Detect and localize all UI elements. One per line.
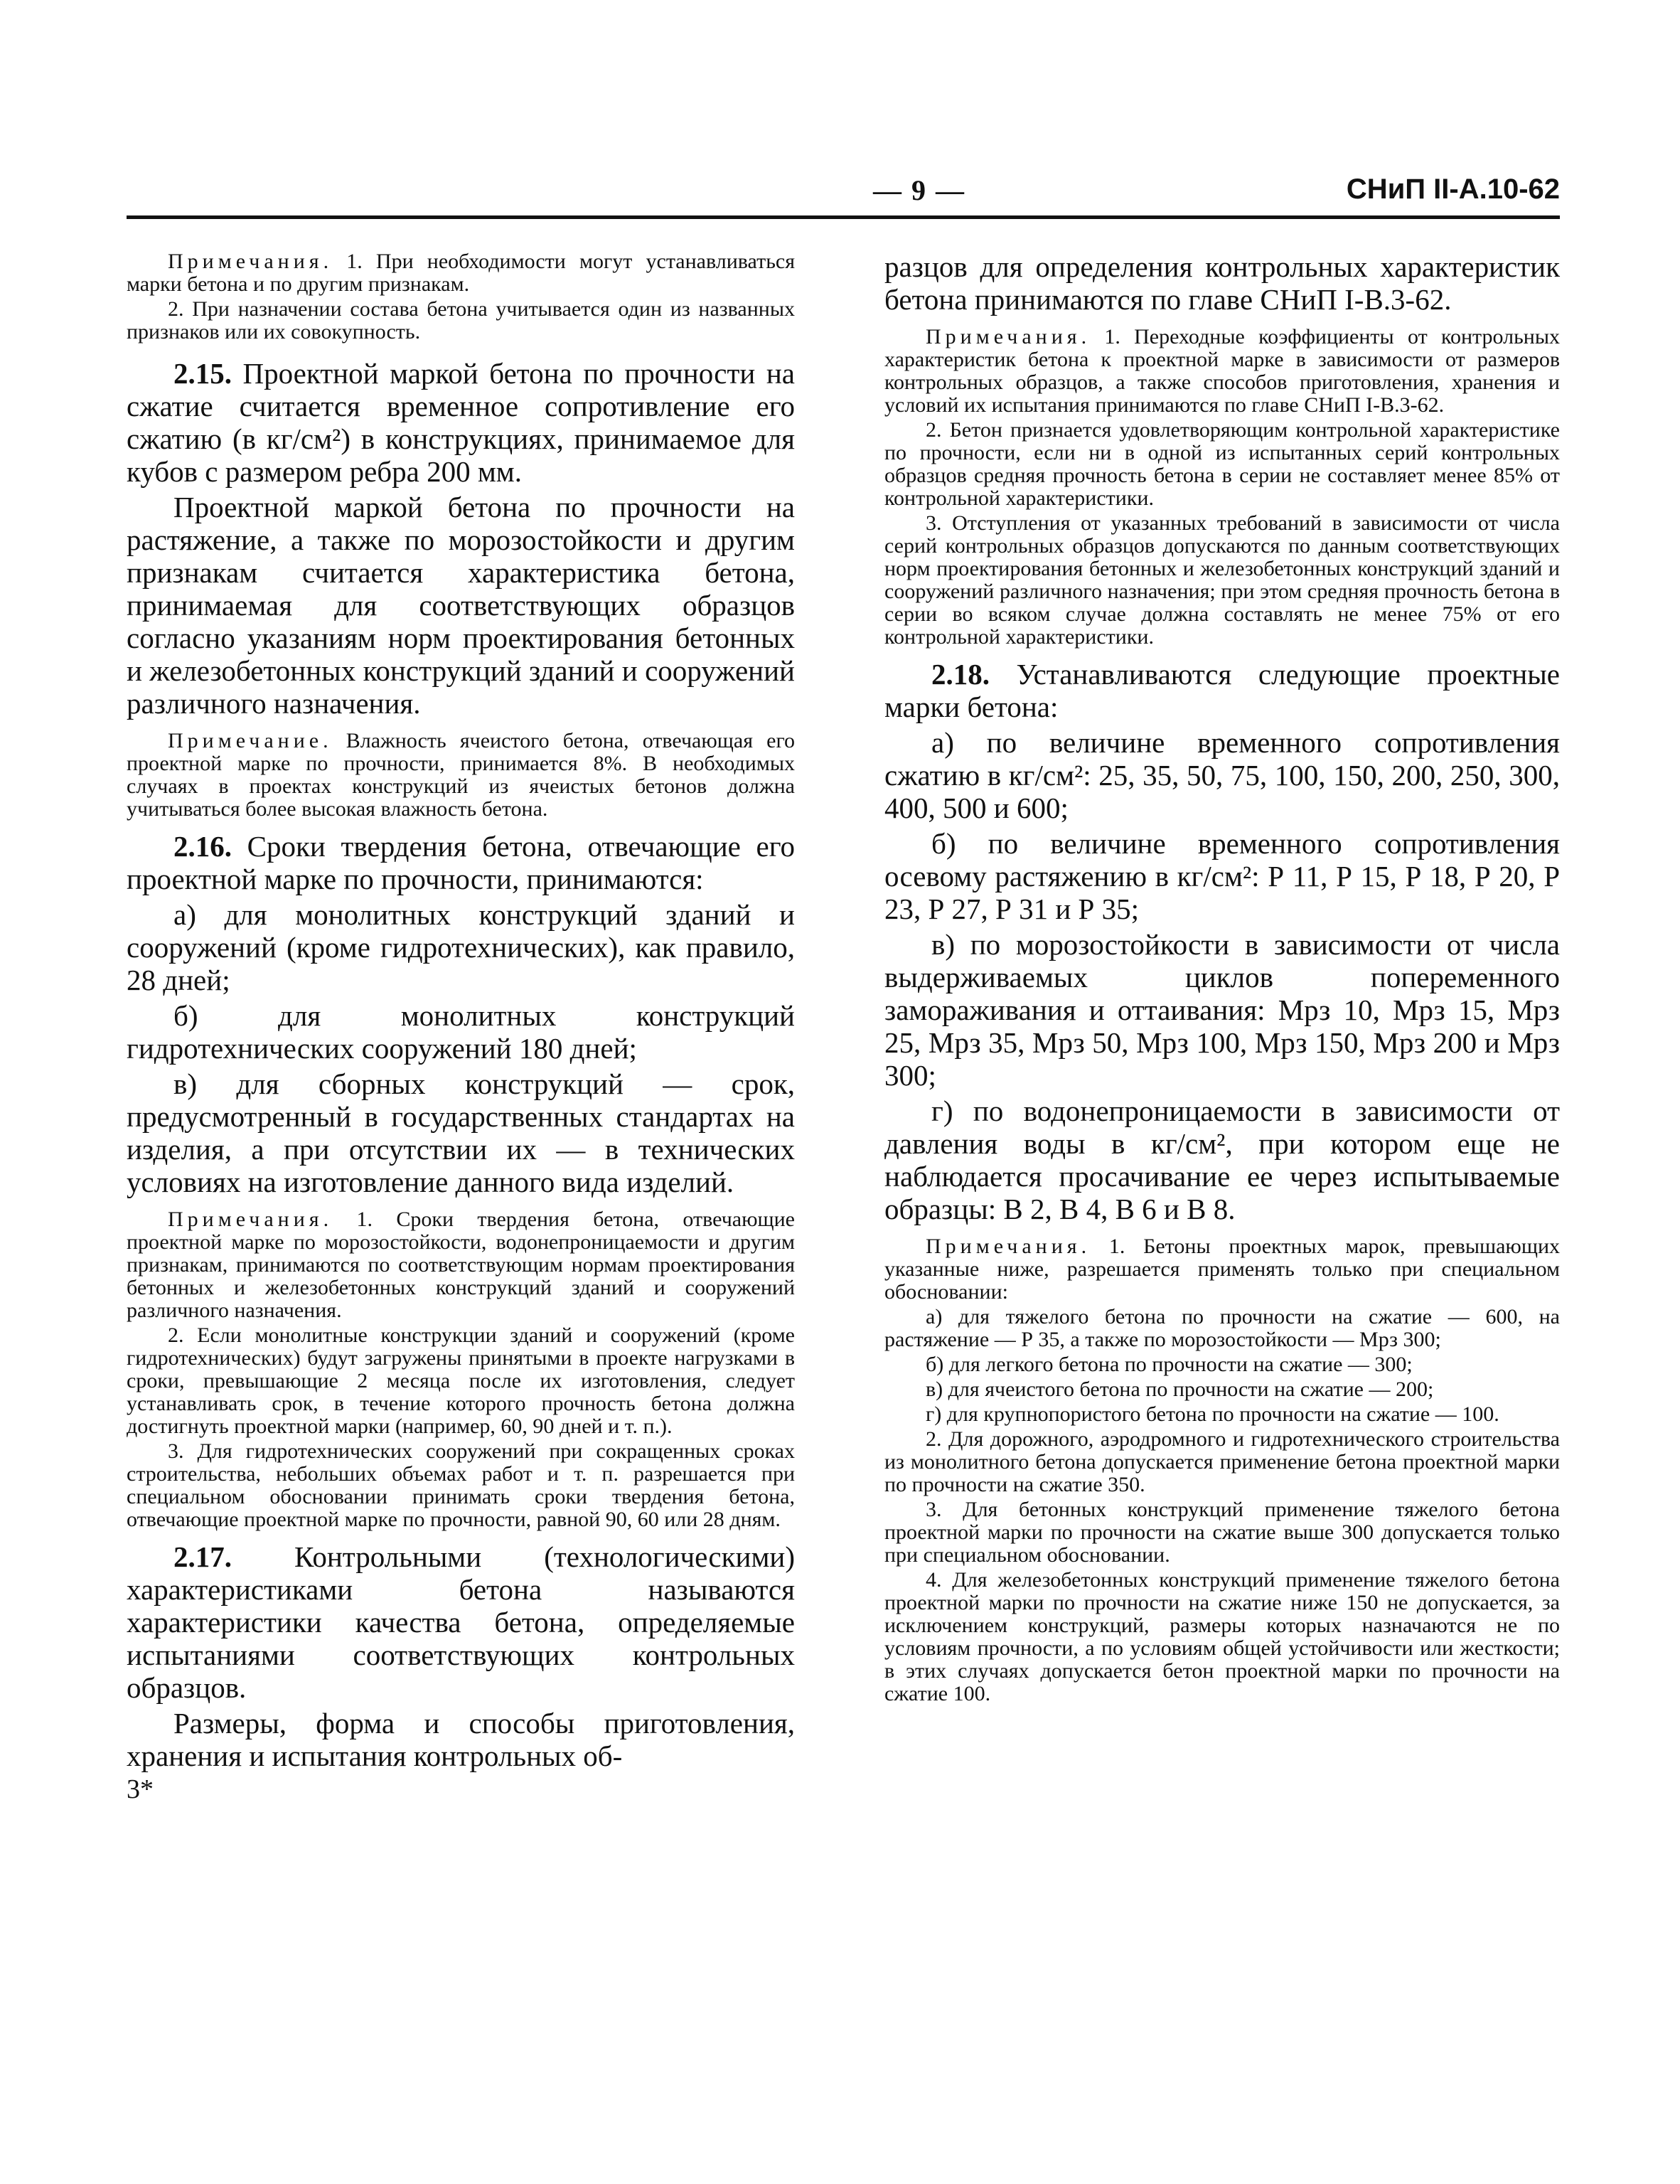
note-label: Примечания. [168, 1208, 333, 1231]
section-2-18-b: б) по величине временного сопротивления осевому растяжению в кг/см²: Р 11, Р 15, Р 18, Р 20, Р 23, Р 27, Р 31 и Р 35; [884, 827, 1560, 925]
note-text: 1. При необходимости могут устанавливаться марки бетона и по другим признакам. [127, 250, 795, 296]
note-text: 1. Бетоны проектных марок, превышающих указанные ниже, разрешается применять только при специальном обосновании: [884, 1235, 1560, 1304]
note-2-18-4: 4. Для железобетонных конструкций применение тяжелого бетона проектной марки по прочности на сжатие ниже 150 не допускается, за исключением конструкций, размеры которых назначаются не по условиям прочности, а по условиям общей устойчивости или жесткости; в этих случаях допускается бетон проектной марки по прочности на сжатие 100. [884, 1568, 1560, 1705]
section-2-18-v: в) по морозостойкости в зависимости от числа выдерживаемых циклов попеременного замораживания и оттаивания: Мрз 10, Мрз 15, Мрз 25, Мрз 35, Мрз 50, Мрз 100, Мрз 150, Мрз 200 и Мрз 300; [884, 928, 1560, 1092]
section-2-16-a: а) для монолитных конструкций зданий и сооружений (кроме гидротехнических), как правило, 28 дней; [127, 898, 795, 996]
section-number: 2.17. [173, 1540, 232, 1573]
section-text: Устанавливаются следующие проектные марки бетона: [884, 658, 1560, 723]
note-2-16-1 [127, 1208, 795, 1322]
note-2-18-1g: г) для крупнопористого бетона по прочности на сжатие — 100. [926, 1402, 1499, 1426]
note-2-18-1 [884, 1235, 1560, 1304]
section-text: Контрольными (технологическими) характеристиками бетона называются характеристики качества бетона, определяемые испытаниями соответствующих контрольных образцов. [127, 1540, 795, 1704]
note-2-15 [127, 730, 795, 821]
signature-mark: 3* [127, 1774, 154, 1804]
page-header [127, 174, 1560, 216]
note-2-18-2: 2. Для дорожного, аэродромного и гидротехнического строительства из монолитного бетона допускается применение бетона проектной марки по прочности на сжатие 350. [884, 1427, 1560, 1496]
note-2-16-3: 3. Для гидротехнических сооружений при сокращенных сроках строительства, небольших объемах работ и т. п. разрешается при специальном обосновании принимать сроки твердения бетона, отвечающие проектной марке по прочности, равной 90, 60 или 28 дням. [127, 1439, 795, 1531]
note-2-18-1v: в) для ячеистого бетона по прочности на сжатие — 200; [926, 1378, 1434, 1401]
section-number: 2.15. [173, 357, 232, 390]
section-2-16-b: б) для монолитных конструкций гидротехнических сооружений 180 дней; [127, 999, 795, 1065]
note-2-17-1 [884, 326, 1560, 417]
note-2-17-2: 2. Бетон признается удовлетворяющим контрольной характеристике по прочности, если ни в одной из испытанных серий контрольных образцов средняя прочность бетона в серии не составляет менее 85% от контрольной характеристики. [884, 418, 1560, 510]
note-label: Примечания. [168, 250, 333, 273]
note-top-1 [127, 250, 795, 296]
section-2-17-p2: Размеры, форма и способы приготовления, хранения и испытания контрольных об- [127, 1707, 795, 1772]
note-label: Примечания. [926, 1235, 1091, 1258]
section-2-15-p2: Проектной маркой бетона по прочности на растяжение, а также по морозостойкости и другим признакам считается характеристика бетона, принимаемая для соответствующих образцов согласно указаниям норм проектирования бетонных и железобетонных конструкций зданий и сооружений различного назначения. [127, 491, 795, 720]
section-2-18-a: а) по величине временного сопротивления сжатию в кг/см²: 25, 35, 50, 75, 100, 150, 200, 250, 300, 400, 500 и 600; [884, 726, 1560, 824]
section-2-16 [127, 830, 795, 895]
section-text: Сроки твердения бетона, отвечающие его проектной марке по прочности, принимаются: [127, 830, 795, 895]
note-text: 1. Переходные коэффициенты от контрольных характеристик бетона к проектной марке в зависимости от размеров контрольных образцов, а также способов приготовления, хранения и условий их испытания принимаются по главе СНиП I-В.3-62. [884, 325, 1560, 417]
page-number: — 9 — [873, 174, 965, 206]
section-2-18-g: г) по водонепроницаемости в зависимости от давления воды в кг/см², при котором еще не наблюдается просачивание ее через испытываемые образцы: В 2, В 4, В 6 и В 8. [884, 1094, 1560, 1225]
left-column [127, 250, 795, 1804]
note-text: 1. Сроки твердения бетона, отвечающие проектной марке по морозостойкости, водонепроницаемости и другим признакам, принимаются по соответствующим нормам проектирования бетонных и железобетонных конструкций зданий и сооружений различного назначения. [127, 1208, 795, 1322]
section-2-15 [127, 357, 795, 488]
section-2-16-v: в) для сборных конструкций — срок, предусмотренный в государственных стандартах на изделия, а при отсутствии их — в технических условиях на изготовление данного вида изделий. [127, 1067, 795, 1198]
note-2-16-2: 2. Если монолитные конструкции зданий и сооружений (кроме гидротехнических) будут загружены принятыми в проекте нагрузками в сроки, превышающие 2 месяца после их изготовления, следует устанавливать срок, в течение которого прочность бетона должна достигнуть проектной марки (например, 60, 90 дней и т. п.). [127, 1323, 795, 1438]
note-text: Влажность ячеистого бетона, отвечающая его проектной марке по прочности, принимается 8%. В необходимых случаях в проектах конструкций из ячеистых бетонов должна учитываться более высокая влажность бетона. [127, 729, 795, 821]
section-text: Проектной маркой бетона по прочности на сжатие считается временное сопротивление его сжатию (в кг/см²) в конструкциях, принимаемое для кубов с размером ребра 200 мм. [127, 357, 796, 488]
note-2-18-1a: а) для тяжелого бетона по прочности на сжатие — 600, на растяжение — Р 35, а также по морозостойкости — Мрз 300; [884, 1305, 1560, 1351]
note-label: Примечание. [168, 729, 333, 752]
header-rule [127, 215, 1560, 219]
note-label: Примечания. [926, 325, 1091, 348]
section-2-17-cont: разцов для определения контрольных характеристик бетона принимаются по главе СНиП I-В.3-62. [884, 250, 1560, 316]
note-2-18-3: 3. Для бетонных конструкций применение тяжелого бетона проектной марки по прочности на сжатие выше 300 допускается только при специальном обосновании. [884, 1498, 1560, 1567]
note-2-17-3: 3. Отступления от указанных требований в зависимости от числа серий контрольных образцов допускаются по данным соответствующих норм проектирования бетонных и железобетонных конструкций зданий и сооружений различного назначения; при этом средняя прочность бетона в серии во всяком случае должна составлять не менее 75% от его контрольной характеристики. [884, 511, 1560, 649]
section-number: 2.18. [931, 658, 990, 691]
note-top-2: 2. При назначении состава бетона учитывается один из названных признаков или их совокупность. [127, 297, 795, 343]
section-2-18 [884, 658, 1560, 723]
document-code: СНиП II-А.10-62 [1346, 174, 1560, 205]
section-2-17 [127, 1540, 795, 1704]
right-column [884, 250, 1560, 1708]
note-2-18-1b: б) для легкого бетона по прочности на сжатие — 300; [926, 1353, 1413, 1376]
section-number: 2.16. [173, 830, 232, 863]
